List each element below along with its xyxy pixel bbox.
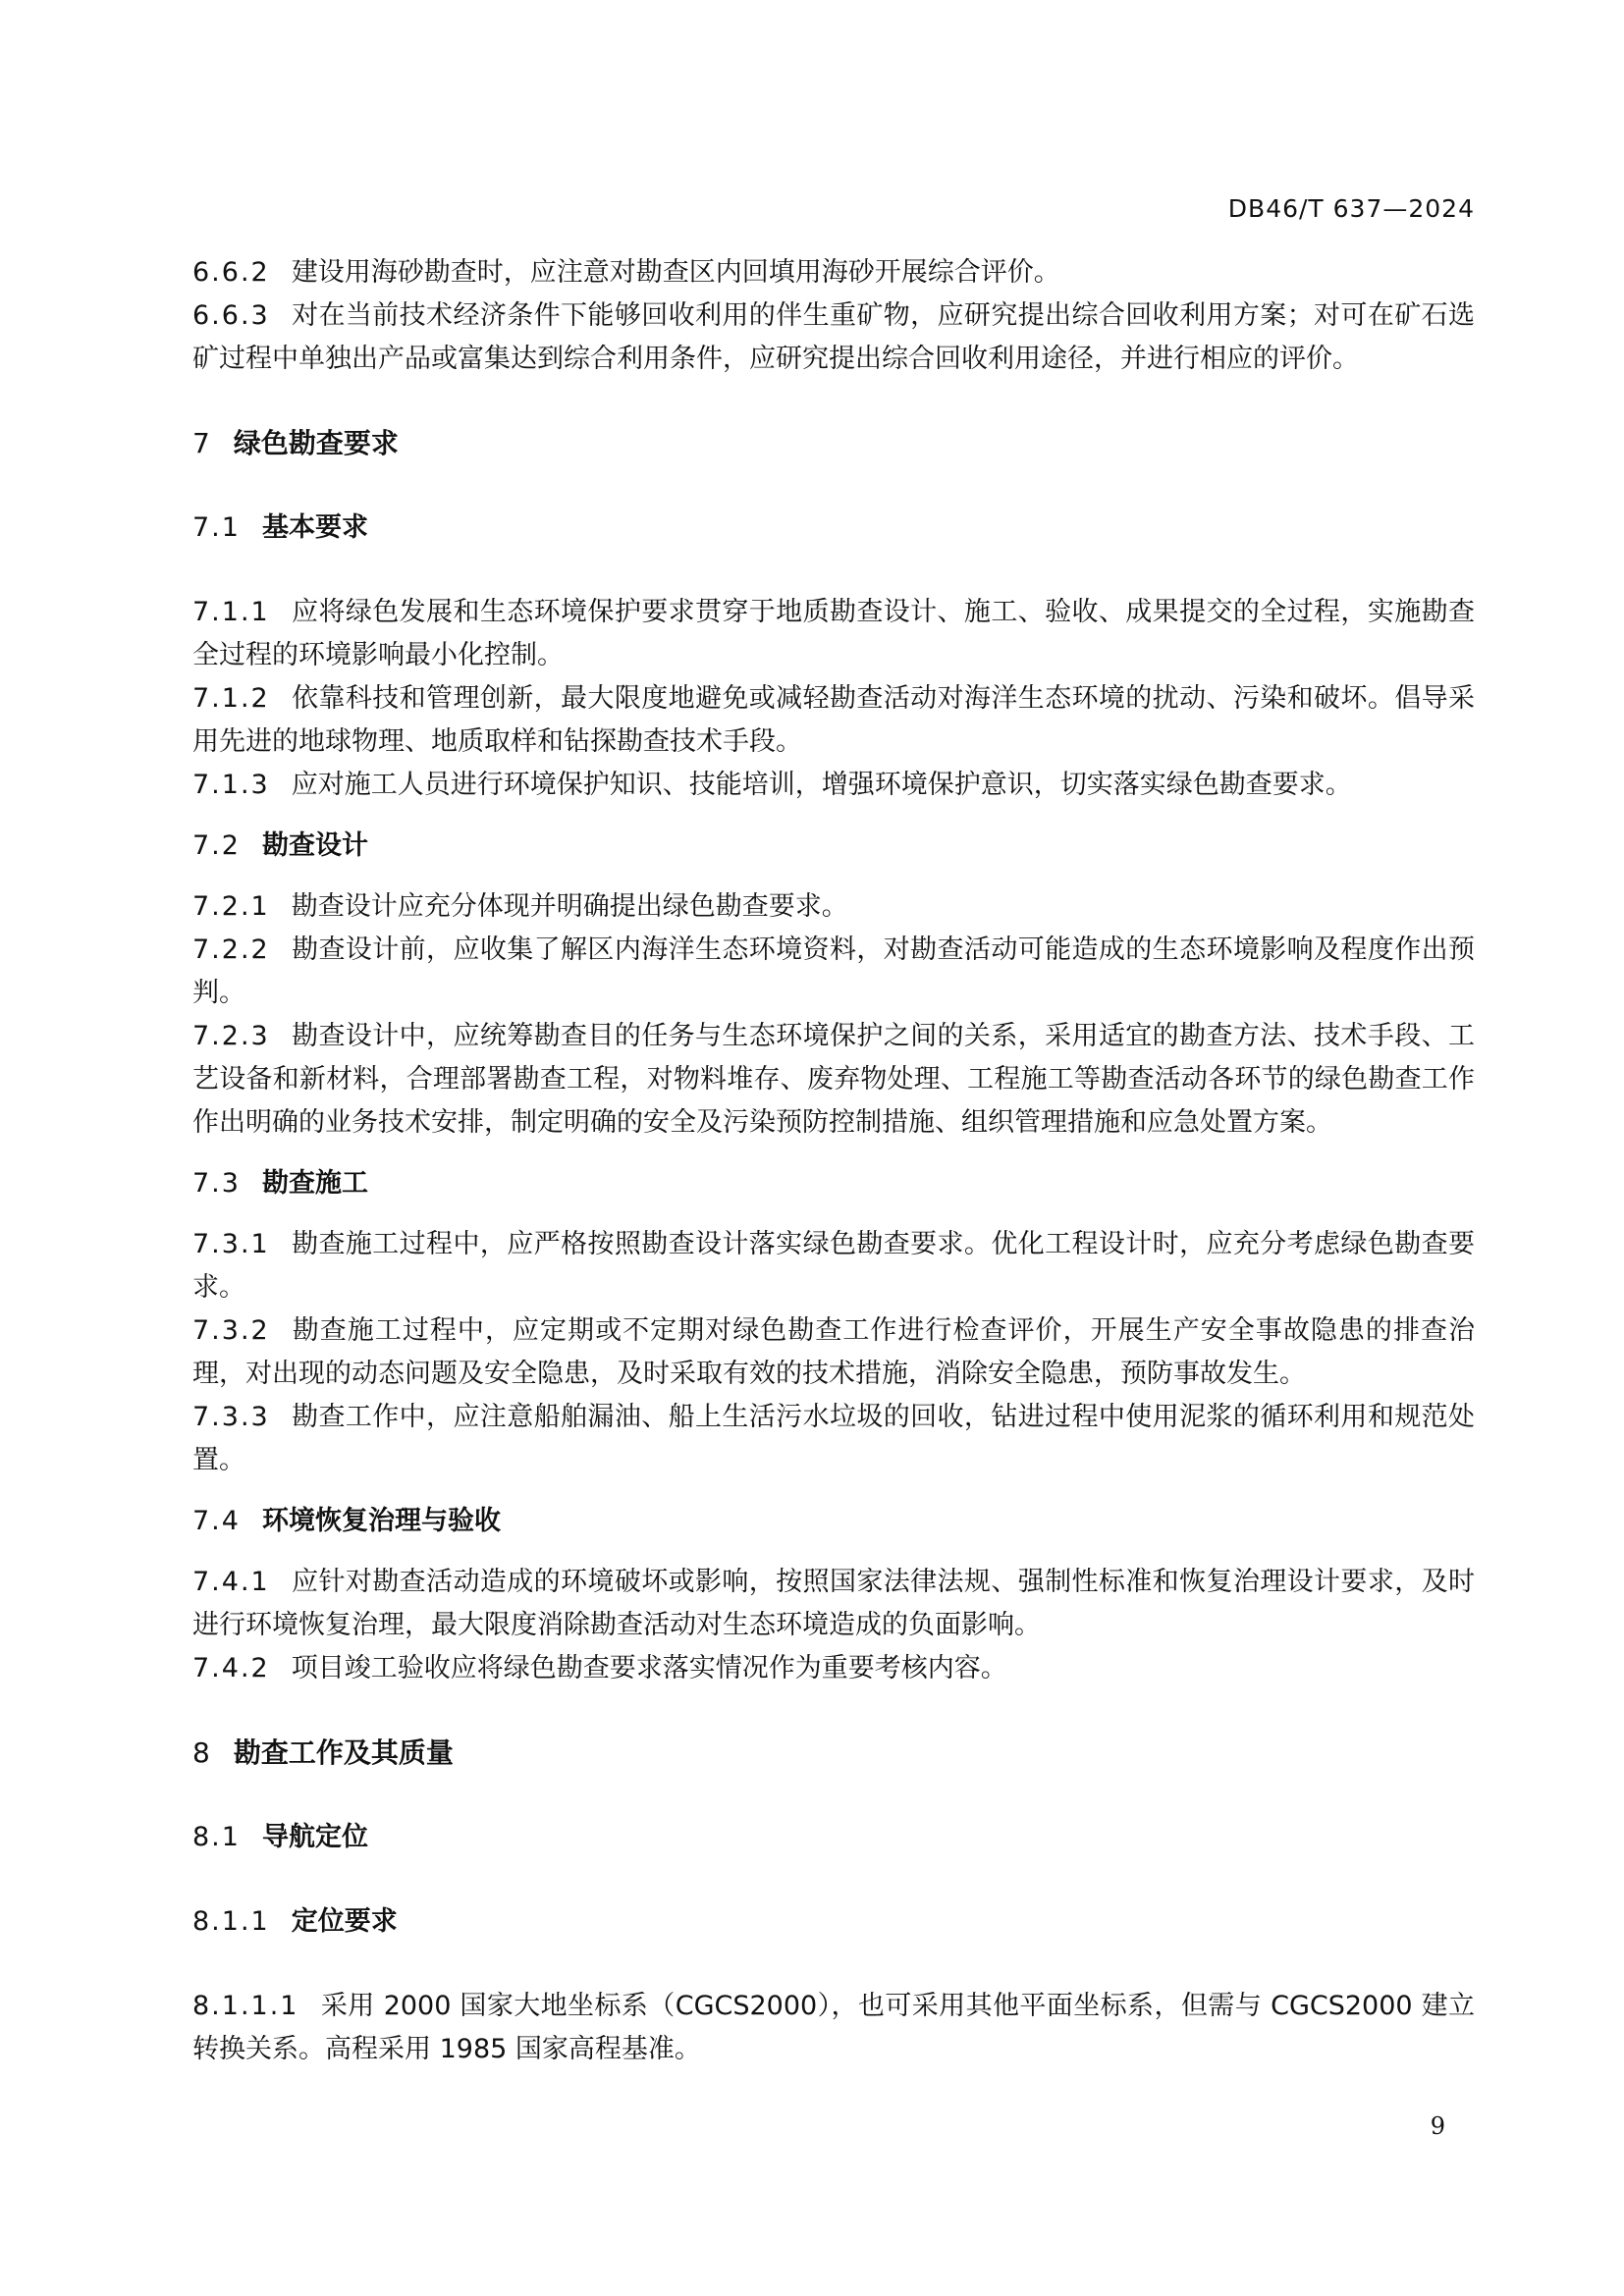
section-heading-8 — [192, 1732, 1475, 1775]
clause-text: 应针对勘查活动造成的环境破坏或影响，按照国家法律法规、强制性标准和恢复治理设计要求，及时进行环境恢复治理，最大限度消除勘查活动对生态环境造成的负面影响。 — [192, 1567, 1475, 1640]
subsection-heading-7-1 — [192, 507, 1475, 550]
clause-number: 7.2.2 — [192, 934, 270, 965]
section-title: 勘查工作及其质量 — [233, 1736, 454, 1769]
clause-text: 对在当前技术经济条件下能够回收利用的伴生重矿物，应研究提出综合回收利用方案；对可在矿石选矿过程中单独出产品或富集达到综合利用条件，应研究提出综合回收利用途径，并进行相应的评价。 — [192, 300, 1475, 374]
clause-7-3-2 — [192, 1309, 1475, 1396]
clause-number: 7.3.1 — [192, 1229, 270, 1259]
clause-number: 7.2.1 — [192, 891, 270, 922]
subsection-title: 勘查设计 — [261, 830, 368, 861]
section-number: 7 — [192, 427, 212, 459]
section-heading-7 — [192, 422, 1475, 465]
clause-number: 7.1.2 — [192, 683, 270, 714]
clause-number: 7.3.3 — [192, 1402, 270, 1432]
clause-text: 勘查施工过程中，应定期或不定期对绿色勘查工作进行检查评价，开展生产安全事故隐患的排查治理，对出现的动态问题及安全隐患，及时采取有效的技术措施，消除安全隐患，预防事故发生。 — [192, 1315, 1475, 1389]
clause-7-3-1 — [192, 1223, 1475, 1309]
subsection-title: 定位要求 — [291, 1906, 398, 1937]
clause-text: 勘查设计中，应统筹勘查目的任务与生态环境保护之间的关系，采用适宜的勘查方法、技术手段、工艺设备和新材料，合理部署勘查工程，对物料堆存、废弃物处理、工程施工等勘查活动各环节的绿色勘查工作作出明确的业务技术安排，制定明确的安全及污染预防控制措施、组织管理措施和应急处置方案。 — [192, 1021, 1475, 1138]
clause-7-1-1 — [192, 591, 1475, 677]
clause-7-2-1 — [192, 885, 1475, 929]
clause-number: 7.4.2 — [192, 1653, 270, 1683]
section-number: 8 — [192, 1736, 212, 1769]
subsection-number: 7.1 — [192, 512, 241, 543]
document-body — [192, 251, 1475, 2071]
clause-number: 7.3.2 — [192, 1315, 270, 1346]
document-code: DB46/T 637—2024 — [1227, 194, 1475, 223]
subsection-heading-7-4 — [192, 1500, 1475, 1543]
clause-text: 项目竣工验收应将绿色勘查要求落实情况作为重要考核内容。 — [291, 1653, 1007, 1683]
clause-7-4-1 — [192, 1561, 1475, 1647]
subsection-title: 环境恢复治理与验收 — [261, 1506, 501, 1536]
subsection-title: 导航定位 — [261, 1822, 368, 1852]
subsection-number: 7.3 — [192, 1168, 241, 1199]
subsection-heading-7-3 — [192, 1162, 1475, 1205]
subsection-number: 8.1.1 — [192, 1906, 270, 1937]
clause-text: 采用 2000 国家大地坐标系（CGCS2000），也可采用其他平面坐标系，但需与 CGCS2000 建立转换关系。高程采用 1985 国家高程基准。 — [192, 1991, 1475, 2064]
clause-text: 勘查施工过程中，应严格按照勘查设计落实绿色勘查要求。优化工程设计时，应充分考虑绿色勘查要求。 — [192, 1229, 1475, 1303]
clause-number: 7.4.1 — [192, 1567, 270, 1597]
clause-text: 勘查设计前，应收集了解区内海洋生态环境资料，对勘查活动可能造成的生态环境影响及程度作出预判。 — [192, 934, 1475, 1008]
clause-7-3-3 — [192, 1396, 1475, 1482]
clause-text: 勘查工作中，应注意船舶漏油、船上生活污水垃圾的回收，钻进过程中使用泥浆的循环利用和规范处置。 — [192, 1402, 1475, 1475]
clause-7-1-2 — [192, 677, 1475, 764]
subsection-title: 勘查施工 — [261, 1168, 368, 1199]
clause-number: 6.6.2 — [192, 257, 270, 288]
clause-8-1-1-1 — [192, 1985, 1475, 2071]
clause-number: 7.1.1 — [192, 597, 270, 627]
subsection-number: 7.4 — [192, 1506, 241, 1536]
clause-text: 勘查设计应充分体现并明确提出绿色勘查要求。 — [291, 891, 848, 922]
subsection-heading-8-1-1 — [192, 1900, 1475, 1944]
clause-7-1-3 — [192, 764, 1475, 807]
clause-number: 7.1.3 — [192, 770, 270, 800]
clause-7-2-2 — [192, 929, 1475, 1015]
clause-text: 应对施工人员进行环境保护知识、技能培训，增强环境保护意识，切实落实绿色勘查要求。 — [291, 770, 1352, 800]
clause-7-4-2 — [192, 1647, 1475, 1690]
clause-6-6-3 — [192, 294, 1475, 381]
clause-text: 建设用海砂勘查时，应注意对勘查区内回填用海砂开展综合评价。 — [291, 257, 1060, 288]
clause-text: 依靠科技和管理创新，最大限度地避免或减轻勘查活动对海洋生态环境的扰动、污染和破坏。倡导采用先进的地球物理、地质取样和钻探勘查技术手段。 — [192, 683, 1475, 757]
subsection-number: 8.1 — [192, 1822, 241, 1852]
clause-6-6-2 — [192, 251, 1475, 294]
subsection-heading-8-1 — [192, 1816, 1475, 1859]
clause-text: 应将绿色发展和生态环境保护要求贯穿于地质勘查设计、施工、验收、成果提交的全过程，实施勘查全过程的环境影响最小化控制。 — [192, 597, 1475, 670]
clause-7-2-3 — [192, 1015, 1475, 1145]
clause-number: 7.2.3 — [192, 1021, 270, 1051]
clause-number: 8.1.1.1 — [192, 1991, 299, 2021]
subsection-title: 基本要求 — [261, 512, 368, 543]
subsection-heading-7-2 — [192, 825, 1475, 868]
subsection-number: 7.2 — [192, 830, 241, 861]
section-title: 绿色勘查要求 — [233, 427, 399, 459]
page-number: 9 — [1430, 2112, 1445, 2140]
clause-number: 6.6.3 — [192, 300, 270, 331]
